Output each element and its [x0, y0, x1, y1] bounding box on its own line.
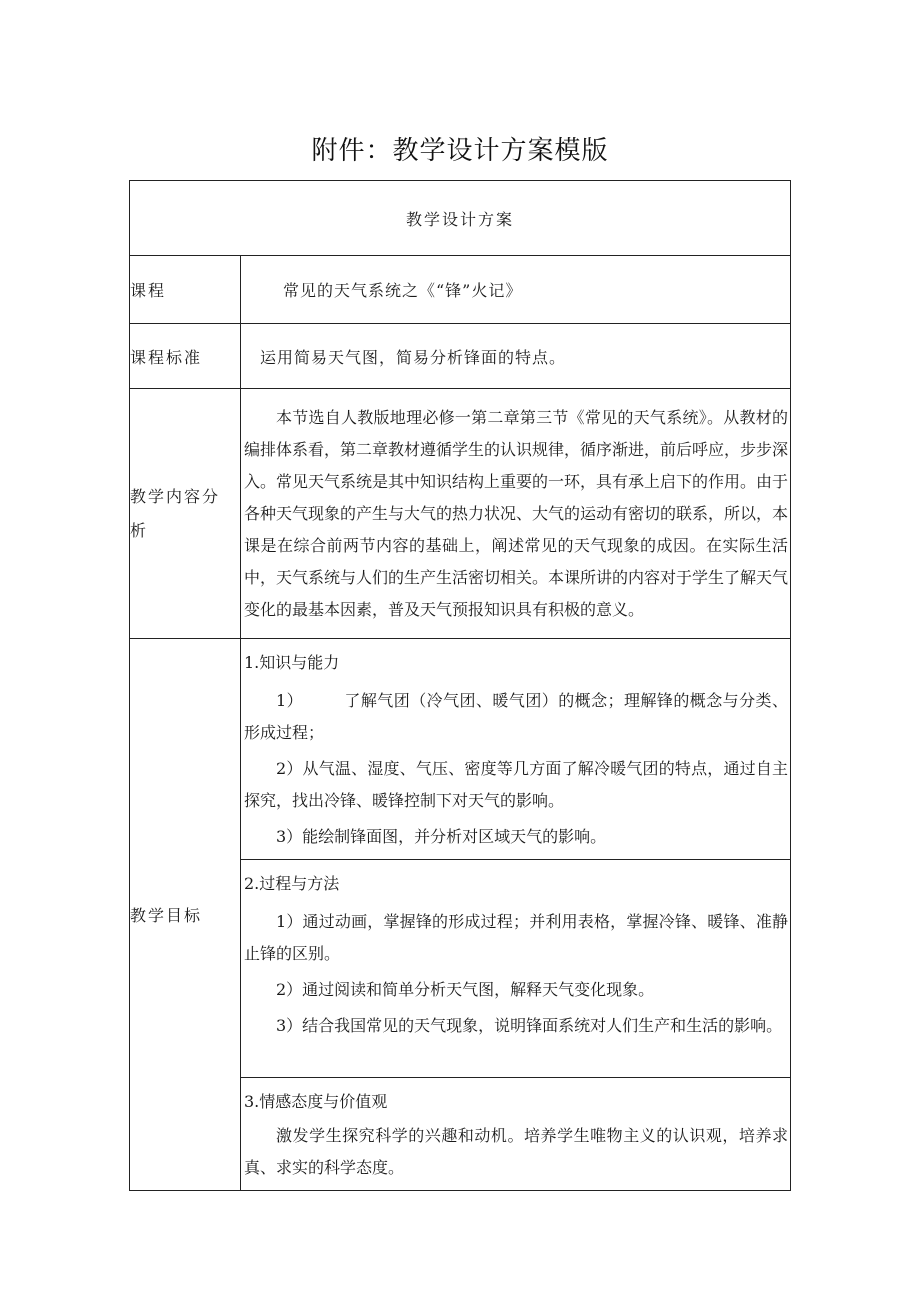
content-analysis-row [130, 389, 791, 639]
objective-item: 3）能绘制锋面图，并分析对区域天气的影响。 [276, 827, 607, 846]
standard-label: 课程标准 [130, 324, 241, 389]
objective-item: 1） 了解气团（冷气团、暖气团）的概念；理解锋的概念与分类、形成过程； [244, 691, 789, 742]
objective-item: 1）通过动画，掌握锋的形成过程；并利用表格，掌握冷锋、暖锋、准静止锋的区别。 [244, 912, 789, 963]
section-heading: 3.情感态度与价值观 [244, 1092, 388, 1111]
objective-item: 2）从气温、湿度、气压、密度等几方面了解冷暖气团的特点，通过自主探究，找出冷锋、暖锋控制下对天气的影响。 [244, 759, 789, 810]
standard-value-cell [241, 324, 791, 389]
objective-item: 2）通过阅读和简单分析天气图，解释天气变化现象。 [276, 980, 655, 999]
objective-item: 3）结合我国常见的天气现象，说明锋面系统对人们生产和生活的影响。 [276, 1016, 783, 1035]
standard-row [130, 324, 791, 389]
standard-value: 运用简易天气图，简易分析锋面的特点。 [260, 347, 567, 367]
course-value-cell [241, 256, 791, 324]
objectives-section-1 [241, 639, 791, 860]
course-row [130, 256, 791, 324]
course-value: 常见的天气系统之《“锋”火记》 [283, 281, 523, 300]
objectives-label: 教学目标 [130, 639, 241, 1191]
objectives-section-2 [241, 860, 791, 1078]
table-header: 教学设计方案 [130, 181, 791, 256]
section-heading: 2.过程与方法 [244, 874, 340, 893]
table-header-row [130, 181, 791, 256]
lesson-plan-table [129, 180, 791, 1191]
objective-item: 激发学生探究科学的兴趣和动机。培养学生唯物主义的认识观，培养求真、求实的科学态度。 [244, 1126, 789, 1177]
content-analysis-label: 教学内容分析 [130, 389, 241, 639]
page-title: 附件：教学设计方案模版 [311, 136, 609, 166]
content-analysis-text: 本节选自人教版地理必修一第二章第三节《常见的天气系统》。从教材的编排体系看，第二章教材遵循学生的认识规律，循序渐进，前后呼应，步步深入。常见天气系统是其中知识结构上重要的一环，具有承上启下的作用。由于各种天气现象的产生与大气的热力状况、大气的运动有密切的联系，所以，本课是在综合前两节内容的基础上，阐述常见的天气现象的成因。在实际生活中，天气系统与人们的生产生活密切相关。本课所讲的内容对于学生了解天气变化的最基本因素，普及天气预报知识具有积极的意义。 [244, 407, 789, 619]
section-heading: 1.知识与能力 [244, 653, 340, 672]
objectives-row-1 [130, 639, 791, 860]
content-analysis-cell [241, 389, 791, 639]
objectives-section-3 [241, 1078, 791, 1191]
course-label: 课程 [130, 256, 241, 324]
